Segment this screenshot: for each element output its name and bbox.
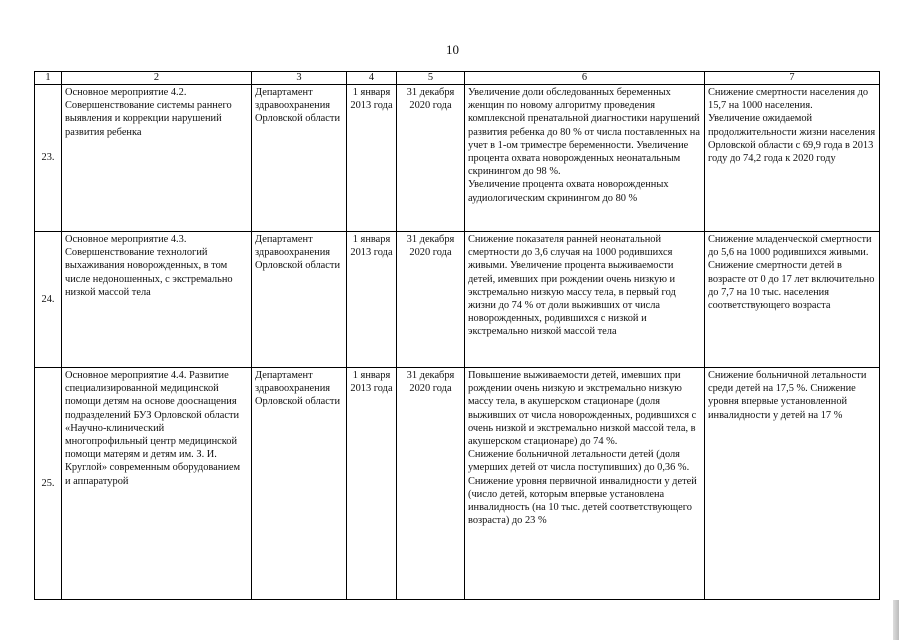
indicator-paragraph: Снижение смертности населения до 15,7 на 1000 населения. <box>708 87 869 112</box>
executor-cell: Департамент здравоохранения Орловской области <box>252 85 347 232</box>
page-number: 10 <box>446 42 459 57</box>
indicator-cell <box>705 232 880 368</box>
executor-cell: Департамент здравоохранения Орловской области <box>252 232 347 368</box>
header-cell-2: 2 <box>62 72 252 85</box>
end-date-cell: 31 декабря 2020 года <box>397 232 465 368</box>
result-paragraph: Снижение показателя ранней неонатальной смертности до 3,6 случая на 1000 родившихся живыми. Увеличение процента выживаемости детей, имевших при рождении очень низкую и экстремально низкую массу тела, в первый год жизни до 74 % от доли выживших от числа новорожденных, родившихся с низкой и экстремально низкой массой тела <box>468 234 676 338</box>
result-cell <box>465 85 705 232</box>
event-cell: Основное мероприятие 4.3. Совершенствование технологий выхаживания новорожденных, в том числе недоношенных, с экстремально низкой массой тела <box>62 232 252 368</box>
end-date-cell: 31 декабря 2020 года <box>397 368 465 600</box>
indicator-cell <box>705 85 880 232</box>
header-row <box>35 72 880 85</box>
header-cell-5: 5 <box>397 72 465 85</box>
start-date-cell: 1 января 2013 года <box>347 368 397 600</box>
indicator-paragraph: Снижение больничной летальности среди детей на 17,5 %. Снижение уровня впервые установленной инвалидности у детей на 17 % <box>708 370 867 421</box>
result-paragraph: Повышение выживаемости детей, имевших при рождении очень низкую и экстремально низкую массу тела, в акушерском стационаре (доля выживших от числа новорожденных, родившихся с очень низкой и экстремально низкой массой тела, в акушерском стационаре) до 74 %. <box>468 370 697 448</box>
result-paragraph: Снижение больничной летальности детей (доля умерших детей от числа поступивших) до 0,36 %. <box>468 449 690 474</box>
result-cell <box>465 368 705 600</box>
table-row <box>35 85 880 232</box>
result-paragraph: Увеличение доли обследованных беременных женщин по новому алгоритму проведения комплексной пренатальной диагностики нарушений развития ребенка до 80 % от числа поставленных на учет в 1-ом триместре беременности. Увеличение процента охвата новорожденных неонатальным скринингом до 98 %. <box>468 87 700 178</box>
row-number: 23. <box>35 85 62 232</box>
start-date-cell: 1 января 2013 года <box>347 85 397 232</box>
header-cell-6: 6 <box>465 72 705 85</box>
header-cell-7: 7 <box>705 72 880 85</box>
table-row <box>35 368 880 600</box>
scan-edge-shadow <box>893 600 899 640</box>
row-number: 25. <box>35 368 62 600</box>
end-date-cell: 31 декабря 2020 года <box>397 85 465 232</box>
header-cell-1: 1 <box>35 72 62 85</box>
event-cell: Основное мероприятие 4.2. Совершенствование системы раннего выявления и коррекции нарушений развития ребенка <box>62 85 252 232</box>
indicator-paragraph: Снижение младенческой смертности до 5,6 на 1000 родившихся живыми. <box>708 234 872 259</box>
row-number: 24. <box>35 232 62 368</box>
indicator-paragraph: Увеличение ожидаемой продолжительности жизни населения Орловской области с 69,9 года в 2013 году до 74,2 года к 2020 году <box>708 113 876 165</box>
result-paragraph: Увеличение процента охвата новорожденных аудиологическим скринингом до 80 % <box>468 179 669 204</box>
table-row <box>35 232 880 368</box>
result-cell <box>465 232 705 368</box>
header-cell-3: 3 <box>252 72 347 85</box>
indicator-paragraph: Снижение смертности детей в возрасте от 0 до 17 лет включительно до 7,7 на 10 тыс. населения соответствующего возраста <box>708 260 875 312</box>
indicator-cell <box>705 368 880 600</box>
header-cell-4: 4 <box>347 72 397 85</box>
event-cell: Основное мероприятие 4.4. Развитие специализированной медицинской помощи детям на основе дооснащения подразделений БУЗ Орловской области «Научно-клинический многопрофильный центр медицинской помощи матерям и детям им. З. И. Круглой» современным оборудованием и аппаратурой <box>62 368 252 600</box>
start-date-cell: 1 января 2013 года <box>347 232 397 368</box>
measures-table <box>34 71 880 600</box>
executor-cell: Департамент здравоохранения Орловской области <box>252 368 347 600</box>
result-paragraph: Снижение уровня первичной инвалидности у детей (число детей, которым впервые установлена инвалидность (на 10 тыс. детей соответствующего возраста) до 23 % <box>468 475 697 527</box>
